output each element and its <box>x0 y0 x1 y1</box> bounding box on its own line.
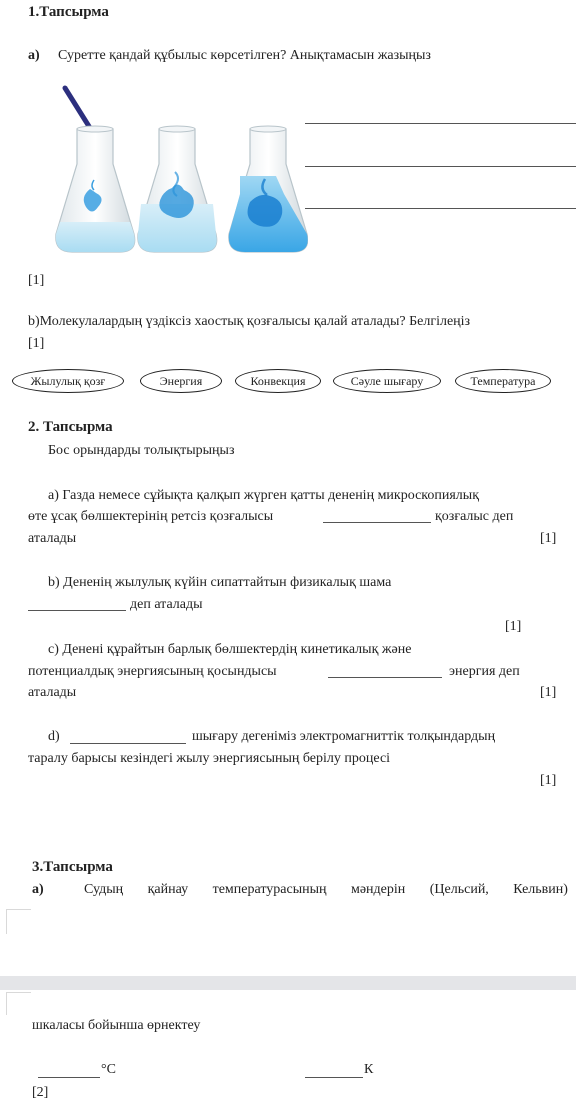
page-corner-mark <box>6 992 31 1015</box>
task3-word: Кельвин) <box>513 882 568 897</box>
task2-c-blank[interactable] <box>328 677 442 678</box>
task2-intro: Бос орындарды толықтырыңыз <box>48 443 235 458</box>
task2-d-line1-post: шығару дегеніміз электромагниттік толқындардың <box>192 729 496 744</box>
answer-line-3[interactable] <box>305 208 576 209</box>
task3-celsius-blank[interactable] <box>38 1077 100 1078</box>
task2-c-line1: c) Денені құрайтын барлық бөлшектердің кинетикалық және <box>48 642 412 657</box>
task1-qb-mark: [1] <box>28 336 45 351</box>
task3-unit-c: °С <box>101 1062 116 1077</box>
task1-qa-text: Суретте қандай құбылыс көрсетілген? Анықтамасын жазыңыз <box>58 48 431 63</box>
task3-a-line2: шкаласы бойынша өрнектеу <box>32 1018 201 1033</box>
task3-a-label: a) <box>32 882 44 897</box>
task2-b-mark: [1] <box>505 619 522 634</box>
task2-a-blank[interactable] <box>323 522 431 523</box>
option-konvekciya[interactable]: Конвекция <box>235 369 321 393</box>
task1-qa-mark: [1] <box>28 273 45 288</box>
task3-word: температурасының <box>212 882 327 897</box>
task2-b-blank[interactable] <box>28 610 126 611</box>
task2-d-blank[interactable] <box>70 743 186 744</box>
task2-a-line3: аталады <box>28 531 77 546</box>
task2-b-line1: b) Дененің жылулық күйін сипаттайтын физикалық шама <box>48 575 392 590</box>
option-temperatura[interactable]: Температура <box>455 369 551 393</box>
page-corner-mark <box>6 909 31 934</box>
task2-a-line1: a) Газда немесе сұйықта қалқып жүрген қатты дененің микроскопиялық <box>48 488 479 503</box>
task3-word: Судың <box>84 882 124 897</box>
task2-d-label: d) <box>48 729 60 744</box>
task2-b-line2-post: деп аталады <box>130 597 203 612</box>
answer-line-1[interactable] <box>305 123 576 124</box>
task2-c-line2-post: энергия деп <box>449 664 520 679</box>
task1-title: 1.Тапсырма <box>28 4 109 20</box>
option-saule-shygaru[interactable]: Сәуле шығару <box>333 369 441 393</box>
task3-unit-k: К <box>364 1062 374 1077</box>
task1-qa-label: a) <box>28 48 40 63</box>
task2-d-line2: таралу барысы кезіндегі жылу энергиясының берілу процесі <box>28 751 391 766</box>
option-zhylulyk[interactable]: Жылулық қозғ <box>12 369 124 393</box>
task2-c-line3: аталады <box>28 685 77 700</box>
task3-word: мәндерін <box>350 882 406 897</box>
task2-title: 2. Тапсырма <box>28 419 113 435</box>
option-energiya[interactable]: Энергия <box>140 369 222 393</box>
task2-a-line2-pre: өте ұсақ бөлшектерінің ретсіз қозғалысы <box>28 509 274 524</box>
task3-title: 3.Тапсырма <box>32 859 113 875</box>
task2-c-line2-pre: потенциалдық энергиясының қосындысы <box>28 664 277 679</box>
task2-a-line2-post: қозғалыс деп <box>435 509 514 524</box>
task3-word: қайнау <box>147 882 189 897</box>
task1-qb-text: b)Молекулалардың үздіксіз хаостық қозғалысы қалай аталады? Белгілеңіз <box>28 314 471 329</box>
task3-word: (Цельсий, <box>429 882 489 897</box>
task2-a-mark: [1] <box>540 531 557 546</box>
task3-kelvin-blank[interactable] <box>305 1077 363 1078</box>
task3-mark: [2] <box>32 1085 49 1100</box>
task2-d-mark: [1] <box>540 773 557 788</box>
page-break-gap <box>0 976 576 990</box>
task2-c-mark: [1] <box>540 685 557 700</box>
three-flasks-ink-diffusion-image <box>50 84 308 270</box>
task3-a-line1 <box>84 881 568 899</box>
answer-line-2[interactable] <box>305 166 576 167</box>
